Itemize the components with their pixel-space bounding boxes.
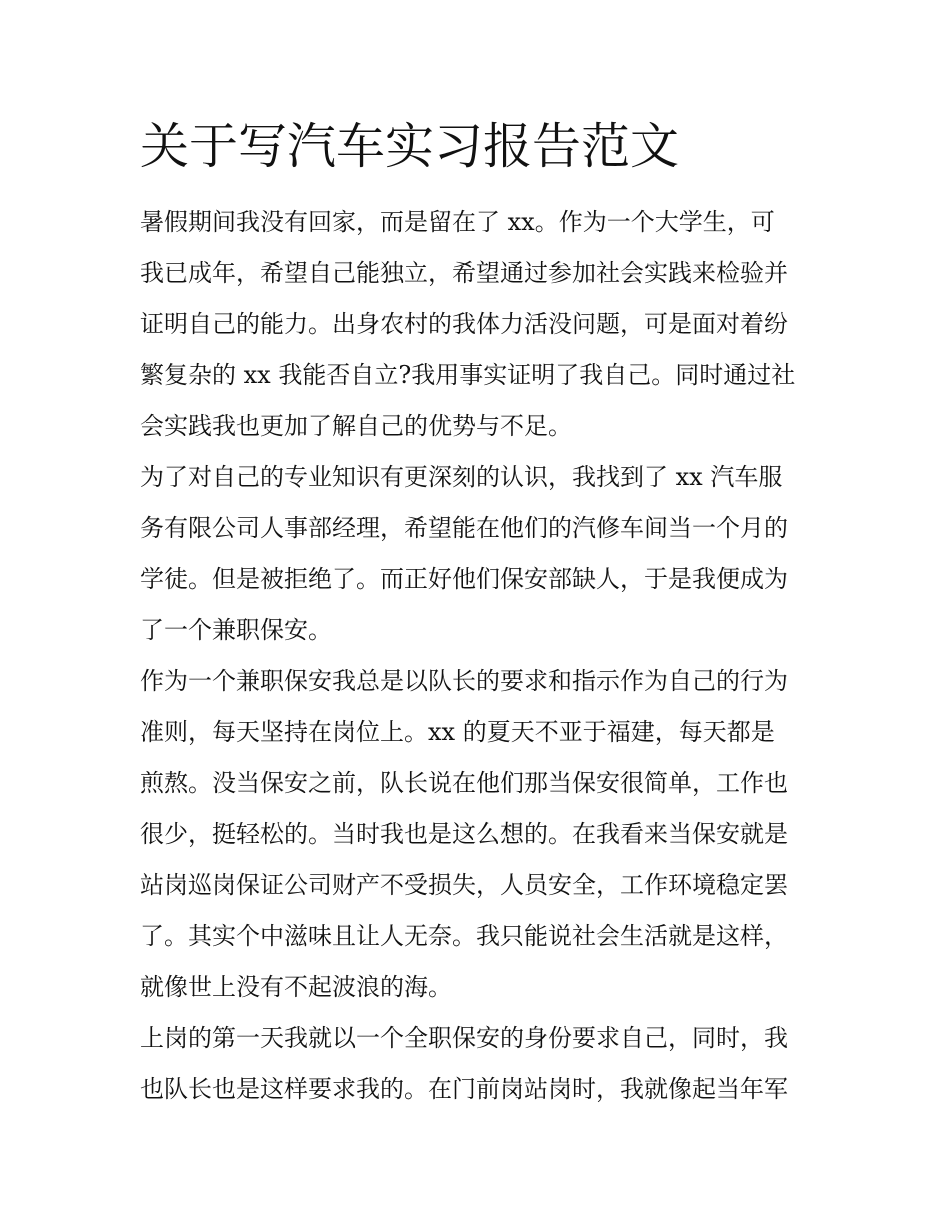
body-line: 就像世上没有不起波浪的海。 <box>140 973 452 1001</box>
body-line: 很少，挺轻松的。当时我也是这么想的。在我看来当保安就是 <box>140 820 788 848</box>
body-line: 繁复杂的 xx 我能否自立?我用事实证明了我自己。同时通过社 <box>140 361 796 389</box>
body-line: 站岗巡岗保证公司财产不受损失，人员安全，工作环境稳定罢 <box>140 871 788 899</box>
body-line: 会实践我也更加了解自己的优势与不足。 <box>140 412 572 440</box>
body-line: 上岗的第一天我就以一个全职保安的身份要求自己，同时，我 <box>140 1024 788 1052</box>
body-line: 我已成年，希望自己能独立，希望通过参加社会实践来检验并 <box>140 259 788 287</box>
body-line: 学徒。但是被拒绝了。而正好他们保安部缺人，于是我便成为 <box>140 565 788 593</box>
body-line: 也队长也是这样要求我的。在门前岗站岗时，我就像起当年军 <box>140 1075 788 1103</box>
body-line: 准则，每天坚持在岗位上。xx 的夏天不亚于福建，每天都是 <box>140 718 775 746</box>
body-line: 煎熬。没当保安之前，队长说在他们那当保安很简单，工作也 <box>140 769 788 797</box>
document-body <box>140 197 812 1115</box>
body-line: 务有限公司人事部经理，希望能在他们的汽修车间当一个月的 <box>140 514 788 542</box>
body-line: 了一个兼职保安。 <box>140 616 332 644</box>
body-line: 暑假期间我没有回家，而是留在了 xx。作为一个大学生，可 <box>140 208 775 236</box>
body-line: 作为一个兼职保安我总是以队长的要求和指示作为自己的行为 <box>140 667 788 695</box>
body-line: 证明自己的能力。出身农村的我体力活没问题，可是面对着纷 <box>140 310 788 338</box>
body-line: 了。其实个中滋味且让人无奈。我只能说社会生活就是这样， <box>140 922 788 950</box>
document-title: 关于写汽车实习报告范文 <box>140 118 680 175</box>
body-line: 为了对自己的专业知识有更深刻的认识，我找到了 xx 汽车服 <box>140 463 783 491</box>
